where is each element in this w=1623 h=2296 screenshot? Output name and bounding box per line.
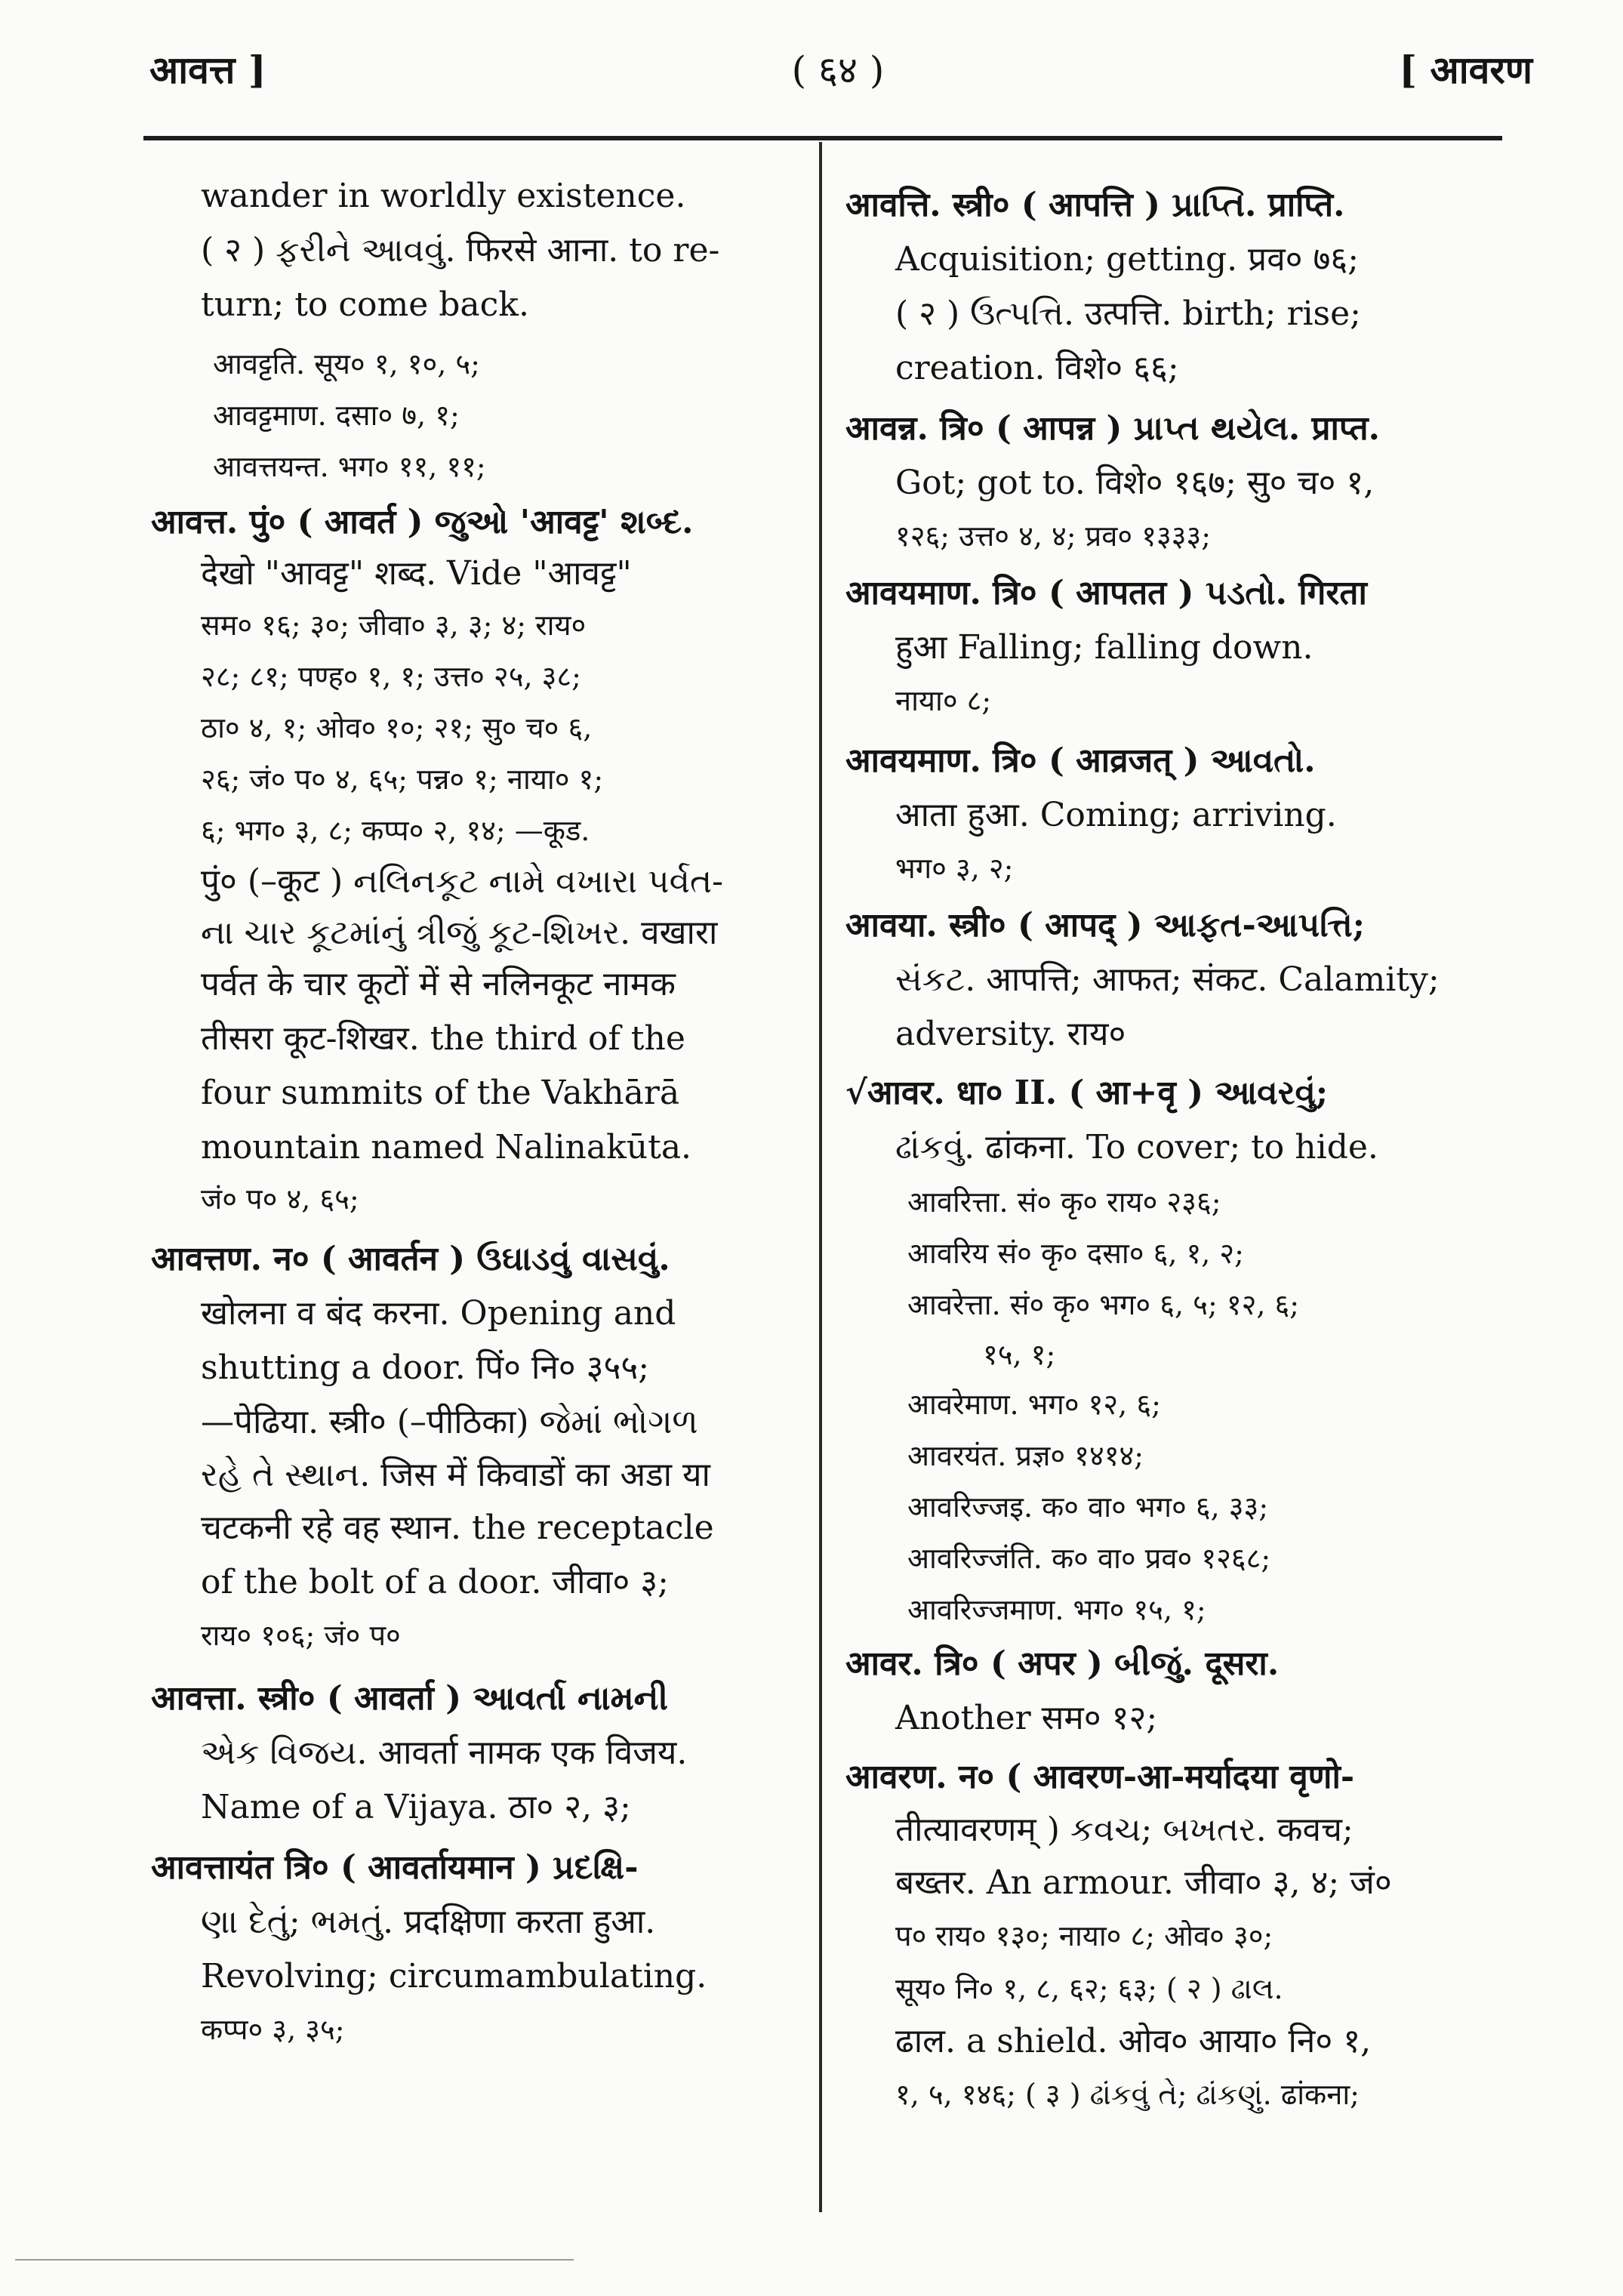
reference-line: सूय० नि० १, ८, ६२; ६३; ( २ ) ઢાલ.	[895, 1972, 1283, 2005]
reference-line: नाया० ८;	[895, 684, 992, 717]
entry-line: तीसरा कूट-शिखर. the third of the	[201, 1019, 685, 1058]
header-rule	[143, 136, 1502, 140]
entry-line: देखो "आवट्ट" शब्द. Vide "आवट्ट"	[201, 554, 632, 593]
entry-line: ઢાંકવું. ढांकना. To cover; to hide.	[895, 1128, 1378, 1166]
reference-line: ठा० ४, १; ओव० १०; २१; सु० च० ६,	[201, 711, 593, 744]
headword-line: आवत्तायंत त्रि० ( आवर्तायमान ) પ્રદક્ષિ-	[151, 1848, 639, 1887]
entry-line: turn; to come back.	[201, 285, 529, 324]
column-divider	[819, 142, 822, 2212]
headword-line: आवरण. न० ( आवरण-आ-मर्यादया वृणो-	[845, 1758, 1355, 1796]
headword-line: आवत्तण. न० ( आवर्तन ) ઉઘાડવું વાસવું.	[151, 1240, 670, 1278]
entry-line: Acquisition; getting. प्रव० ७६;	[895, 240, 1360, 279]
reference-line: सम० १६; ३०; जीवा० ३, ३; ४; राय०	[201, 609, 587, 642]
headword-line: आवत्ता. स्त्री० ( आवर्ता ) આવર્તા નામની	[151, 1679, 669, 1718]
sub-entry-line: आवरेमाण. भग० १२, ६;	[907, 1388, 1161, 1421]
entry-line: adversity. राय०	[895, 1015, 1126, 1053]
reference-line: कप्प० ३, ३५;	[201, 2013, 345, 2046]
entry-line: shutting a door. पिं० नि० ३५५;	[201, 1348, 650, 1387]
headword-line: आवन्न. त्रि० ( आपन्न ) પ્રાપ્ત થયેલ. प्राप्त.	[845, 409, 1380, 448]
entry-line: mountain named Nalinakūta.	[201, 1128, 692, 1166]
reference-line: २८; ८१; पण्ह० १, १; उत्त० २५, ३८;	[201, 660, 581, 693]
entry-line: पर्वत के चार कूटों में से नलिनकूट नामक	[201, 965, 676, 1003]
reference-line: २६; जं० प० ४, ६५; पन्न० १; नाया० १;	[201, 763, 604, 796]
sub-entry-line: आवरेत्ता. सं० कृ० भग० ६, ५; १२, ६;	[907, 1288, 1300, 1321]
reference-line: प० राय० १३०; नाया० ८; ओव० ३०;	[895, 1919, 1273, 1952]
entry-line: ના ચાર કૂટમાંનું ત્રીજું કૂટ-શિખર. वखारा	[201, 914, 718, 952]
entry-line: बख्तर. An armour. जीवा० ३, ४; जं०	[895, 1863, 1392, 1902]
sub-entry-line: आवरिज्जमाण. भग० १५, १;	[907, 1593, 1206, 1626]
entry-line: पुं० (–कूट ) નલિનકૂટ નામે વખારા પર્વત-	[201, 862, 724, 901]
entry-line: हुआ Falling; falling down.	[895, 628, 1313, 667]
entry-line: तीत्यावरणम् ) કવચ; બખતર. कवच;	[895, 1811, 1354, 1849]
headword-line: आवर. त्रि० ( अपर ) બીજું. दूसरा.	[845, 1644, 1280, 1683]
entry-line: four summits of the Vakhārā	[201, 1074, 680, 1112]
sub-entry-line: आवरिज्जंति. क० वा० प्रव० १२६८;	[907, 1542, 1271, 1575]
sub-entry-line: आवरिय सं० कृ० दसा० ६, १, २;	[907, 1237, 1244, 1270]
reference-line: राय० १०६; जं० प०	[201, 1619, 401, 1652]
headword-line: आवत्त. पुं० ( आवर्त ) જુઓ 'आवट्ट' શબ્દ.	[151, 503, 694, 541]
entry-line: आता हुआ. Coming; arriving.	[895, 796, 1337, 834]
sub-entry-line: आवरिज्जइ. क० वा० भग० ६, ३३;	[907, 1490, 1269, 1524]
sub-entry-line: आवरयंत. प्रज्ञ० १४१४;	[907, 1439, 1144, 1472]
entry-line: wander in worldly existence.	[201, 177, 686, 215]
reference-line: ६; भग० ३, ८; कप्प० २, १४; —कूड.	[201, 814, 590, 847]
headword-line: आवया. स्त्री० ( आपद् ) આફત-આપત્તિ;	[845, 906, 1366, 945]
entry-line: चटकनी रहे वह स्थान. the receptacle	[201, 1509, 714, 1547]
headword-line: आवयमाण. त्रि० ( आपतत ) પડતો. गिरता	[845, 574, 1367, 612]
entry-line: એક વિજય. आवर्ता नामक एक विजय.	[201, 1734, 688, 1772]
entry-line: ણા દેતું; ભમતું. प्रदक्षिणा करता हुआ.	[201, 1903, 656, 1941]
sub-entry-line: आवरित्ता. सं० कृ० राय० २३६;	[907, 1185, 1221, 1219]
entry-line: ढाल. a shield. ओव० आया० नि० १,	[895, 2022, 1372, 2060]
entry-line: સંકટ. आपत्ति; आफत; संकट. Calamity;	[895, 960, 1440, 999]
headword-line: √आवर. धा० II. ( आ+वृ ) આવરવું;	[845, 1074, 1329, 1112]
sub-entry-line: आवट्टमाण. दसा० ७, १;	[213, 399, 460, 432]
page-number: ( ६४ )	[791, 48, 885, 92]
reference-line: भग० ३, २;	[895, 852, 1014, 885]
entry-line: खोलना व बंद करना. Opening and	[201, 1294, 676, 1333]
entry-line: Name of a Vijaya. ठा० २, ३;	[201, 1788, 631, 1826]
reference-line: १२६; उत्त० ४, ४; प्रव० १३३३;	[895, 519, 1212, 553]
entry-line: રહે તે સ્થાન. जिस में किवाडों का अडा या	[201, 1456, 710, 1494]
header-left-guide-word: आवत्त ]	[149, 48, 266, 92]
entry-line: Revolving; circumambulating.	[201, 1957, 707, 1996]
entry-line: of the bolt of a door. जीवा० ३;	[201, 1563, 669, 1601]
header-right-guide-word: [ आवरण	[1399, 48, 1532, 92]
entry-line: —पेढिया. स्त्री० (–पीठिका) જેમાં ભોગળ	[201, 1403, 698, 1441]
entry-line: ( २ ) ઉત્પત્તિ. उत्पत्ति. birth; rise;	[895, 294, 1362, 333]
sub-entry-line: आवट्टति. सूय० १, १०, ५;	[213, 347, 480, 381]
headword-line: आवत्ति. स्त्री० ( आपत्ति ) પ્રાપ્તિ. प्राप्ति.	[845, 186, 1345, 224]
entry-line: creation. विशे० ६६;	[895, 349, 1179, 387]
footer-rule	[15, 2259, 574, 2261]
reference-line: जं० प० ४, ६५;	[201, 1182, 359, 1216]
entry-line: Got; got to. विशे० १६७; सु० च० १,	[895, 464, 1375, 502]
entry-line: Another सम० १२;	[895, 1699, 1158, 1737]
entry-line: ( २ ) ફરીને આવવું. फिरसे आना. to re-	[201, 231, 720, 270]
sub-entry-line: आवत्तयन्त. भग० ११, ११;	[213, 450, 486, 483]
sub-entry-line: १५, १;	[983, 1338, 1056, 1371]
headword-line: आवयमाण. त्रि० ( आव्रजत् ) આવતો.	[845, 741, 1316, 780]
reference-line: १, ५, १४६; ( ३ ) ઢાંકવું તે; ઢાંકણું. ढांकना;	[895, 2078, 1360, 2111]
